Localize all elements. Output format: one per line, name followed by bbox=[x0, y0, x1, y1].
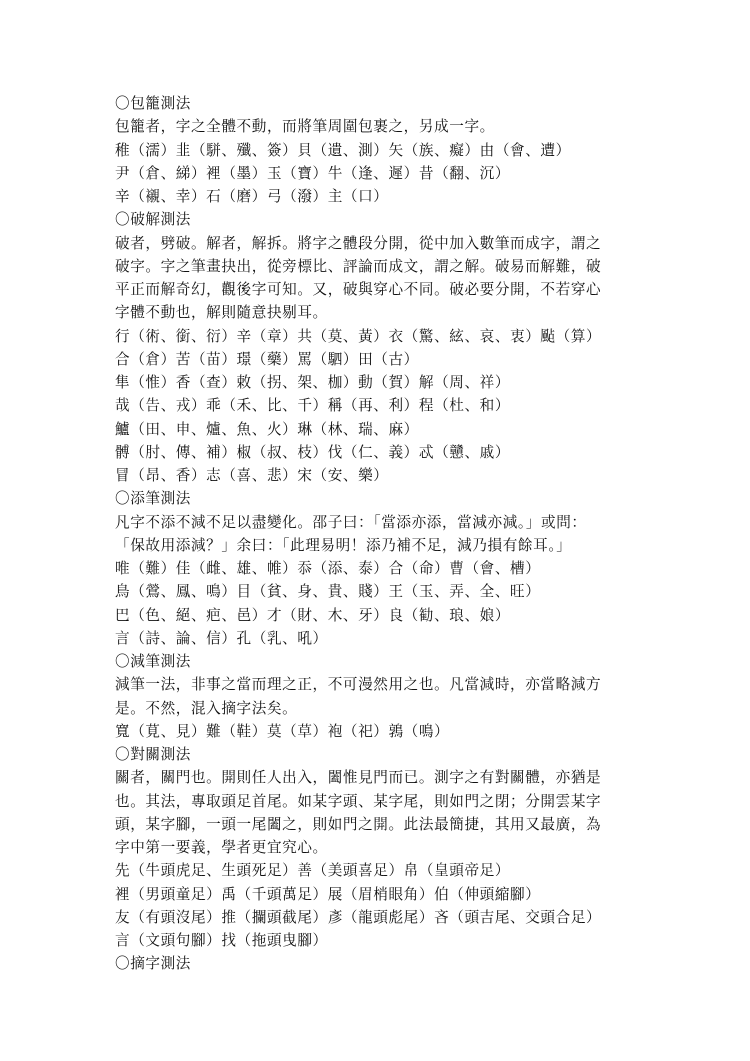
paragraph-line: 關者，關門也。開則任人出入，闔惟見門而已。測字之有對關體，亦猶是 bbox=[115, 769, 602, 787]
paragraph-line: 「保故用添減？」余曰：「此理易明！添乃補不足，減乃損有餘耳。」 bbox=[115, 536, 572, 554]
example-line: 合（倉）苦（苗）璟（藥）罵（駟）田（古） bbox=[115, 350, 419, 368]
section-heading: 〇破解測法 bbox=[115, 211, 191, 229]
example-line: 髆（肘、傳、補）椒（叔、枝）伐（仁、義）忒（戇、戚） bbox=[115, 443, 511, 461]
paragraph-line: 字體不動也，解則隨意抉剔耳。 bbox=[115, 304, 328, 322]
example-line: 寬（莧、見）難（鞋）莫（草）袍（祀）鶉（鳴） bbox=[115, 722, 450, 740]
paragraph-line: 包籠者，字之全體不動，而將筆周圍包裹之，另成一字。 bbox=[115, 118, 495, 136]
section-pojie bbox=[115, 208, 645, 487]
section-heading: 〇包籠測法 bbox=[115, 95, 191, 112]
section-heading: 〇摘字測法 bbox=[115, 955, 191, 973]
example-line: 唯（難）佳（雌、雄、帷）忝（添、泰）合（命）曹（會、槽） bbox=[115, 560, 541, 577]
paragraph-line: 是。不然，混入摘字法矣。 bbox=[115, 699, 298, 717]
example-line: 鱸（田、申、爐、魚、火）琳（林、瑞、麻） bbox=[115, 420, 419, 438]
section-zhaizi bbox=[115, 952, 645, 975]
section-baolong bbox=[115, 92, 645, 208]
example-line: 鳥（鶯、鳳、鳴）目（貧、身、貴、賤）王（玉、弄、全、旺） bbox=[115, 583, 541, 601]
section-tianbi bbox=[115, 487, 645, 650]
example-line: 冒（昂、香）志（喜、悲）宋（安、樂） bbox=[115, 467, 389, 484]
example-line: 辛（襯、幸）石（磨）弓（潑）主（口） bbox=[115, 188, 389, 205]
section-heading: 〇減筆測法 bbox=[115, 653, 191, 670]
example-line: 言（詩、論、信）孔（乳、吼） bbox=[115, 629, 328, 647]
example-line: 尹（倉、綈）裡（墨）玉（寶）牛（逢、遲）昔（翻、沉） bbox=[115, 164, 511, 182]
section-heading: 〇對關測法 bbox=[115, 746, 191, 763]
example-line: 裡（男頭童足）禹（千頭萬足）展（眉梢眼角）伯（伸頭縮腳） bbox=[115, 885, 541, 903]
paragraph-line: 破者，劈破。解者，解拆。將字之體段分開，從中加入數筆而成字，謂之 bbox=[115, 234, 602, 252]
paragraph-line: 頭，某字腳，一頭一尾闔之，則如門之開。此法最簡捷，其用又最廣，為 bbox=[115, 815, 602, 833]
paragraph-line: 破字。字之筆畫抉出，從旁標比、評論而成文，謂之解。破易而解難，破 bbox=[115, 257, 602, 275]
paragraph-line: 字中第一要義，學者更宜究心。 bbox=[115, 839, 328, 856]
example-line: 巴（色、絕、疤、邑）才（財、木、牙）良（勧、琅、娘） bbox=[115, 606, 511, 624]
example-line: 友（有頭沒尾）推（攔頭截尾）彥（龍頭彪尾）吝（頭吉尾、交頭合足） bbox=[115, 908, 602, 926]
example-line: 隼（惟）香（查）敕（拐、架、枷）動（賀）解（周、祥） bbox=[115, 374, 511, 391]
paragraph-line: 也。其法，專取頭足首尾。如某字頭、某字尾，則如門之閉；分開雲某字 bbox=[115, 792, 602, 810]
example-line: 行（術、銜、衍）辛（章）共（莫、黃）衣（驚、絃、哀、衷）颭（算） bbox=[115, 327, 602, 345]
paragraph-line: 凡字不添不減不足以盡變化。邵子曰：「當添亦添，當減亦減。」或問： bbox=[115, 513, 587, 531]
paragraph-line: 平正而解奇幻，觀後字可知。又，破與穿心不同。破必要分開，不若穿心 bbox=[115, 281, 602, 298]
example-line: 言（文頭句腳）找（拖頭曳腳） bbox=[115, 932, 328, 949]
paragraph-line: 減筆一法，非事之當而理之正，不可漫然用之也。凡當減時，亦當略減方 bbox=[115, 676, 602, 694]
example-line: 哉（告、戎）乖（禾、比、千）稱（再、利）程（杜、和） bbox=[115, 397, 511, 415]
section-jianbi bbox=[115, 650, 645, 743]
document-page bbox=[115, 92, 645, 976]
section-duiguan bbox=[115, 743, 645, 952]
section-heading: 〇添筆測法 bbox=[115, 490, 191, 508]
example-line: 稚（濡）韭（駢、殲、簽）貝（遺、測）矢（族、癡）由（會、遭） bbox=[115, 141, 571, 159]
example-line: 先（牛頭虎足、生頭死足）善（美頭喜足）帛（皇頭帝足） bbox=[115, 862, 511, 880]
